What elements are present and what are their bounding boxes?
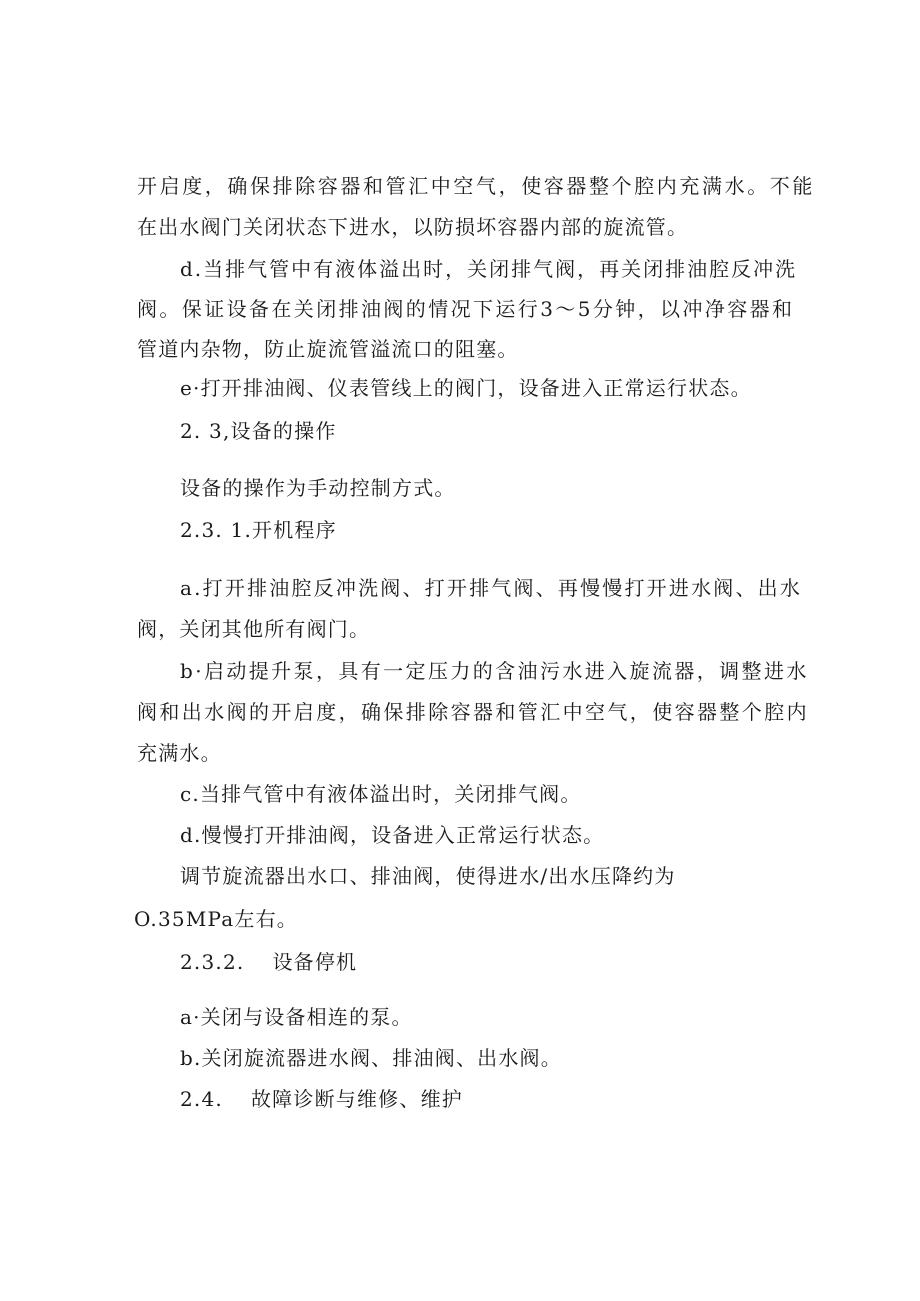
paragraph-line: 管道内杂物，防止旋流管溢流口的阻塞。 bbox=[137, 337, 519, 361]
step-b-line: b·启动提升泵，具有一定压力的含油污水进入旋流器，调整进水 bbox=[180, 659, 809, 683]
paragraph-line: 阀，关闭其他所有阀门。 bbox=[137, 617, 371, 641]
paragraph-line: 阀和出水阀的开启度，确保排除容器和管汇中空气，使容器整个腔内 bbox=[137, 700, 809, 724]
paragraph-line: 调节旋流器出水口、排油阀，使得进水/出水压降约为 bbox=[180, 864, 676, 888]
paragraph-line: 充满水。 bbox=[137, 741, 222, 765]
section-heading-2-3: 2. 3,设备的操作 bbox=[180, 419, 337, 443]
step-a-line: a.打开排油腔反冲洗阀、打开排气阀、再慢慢打开进水阀、出水 bbox=[180, 576, 803, 600]
paragraph-line: 在出水阀门关闭状态下进水，以防损坏容器内部的旋流管。 bbox=[137, 215, 689, 239]
step-a-line: a·关闭与设备相连的泵。 bbox=[180, 1005, 413, 1029]
step-d-line: d.慢慢打开排油阀，设备进入正常运行状态。 bbox=[180, 823, 605, 847]
step-e-line: e·打开排油阀、仪表管线上的阀门，设备进入正常运行状态。 bbox=[180, 376, 752, 400]
step-c-line: c.当排气管中有液体溢出时，关闭排气阀。 bbox=[180, 782, 582, 806]
subsection-number: 2.3.2. bbox=[180, 950, 245, 974]
step-d-line: d.当排气管中有液体溢出时，关闭排气阀，再关闭排油腔反冲洗 bbox=[180, 257, 798, 281]
paragraph-line: 设备的操作为手动控制方式。 bbox=[180, 476, 456, 500]
section-title: 故障诊断与维修、维护 bbox=[250, 1087, 463, 1111]
subsection-heading-2-3-2 bbox=[180, 948, 357, 976]
section-heading-2-4 bbox=[180, 1085, 463, 1113]
paragraph-line: 开启度，确保排除容器和管汇中空气，使容器整个腔内充满水。不能 bbox=[137, 174, 815, 198]
paragraph-line: 阀。保证设备在关闭排油阀的情况下运行3～5分钟，以冲净容器和 bbox=[137, 297, 795, 321]
section-number: 2.4. bbox=[180, 1087, 223, 1111]
subsection-heading-2-3-1: 2.3. 1.开机程序 bbox=[180, 518, 337, 542]
subsection-title: 设备停机 bbox=[272, 950, 358, 974]
step-b-line: b.关闭旋流器进水阀、排油阀、出水阀。 bbox=[180, 1046, 562, 1070]
paragraph-line: O.35MPa左右。 bbox=[134, 907, 298, 931]
